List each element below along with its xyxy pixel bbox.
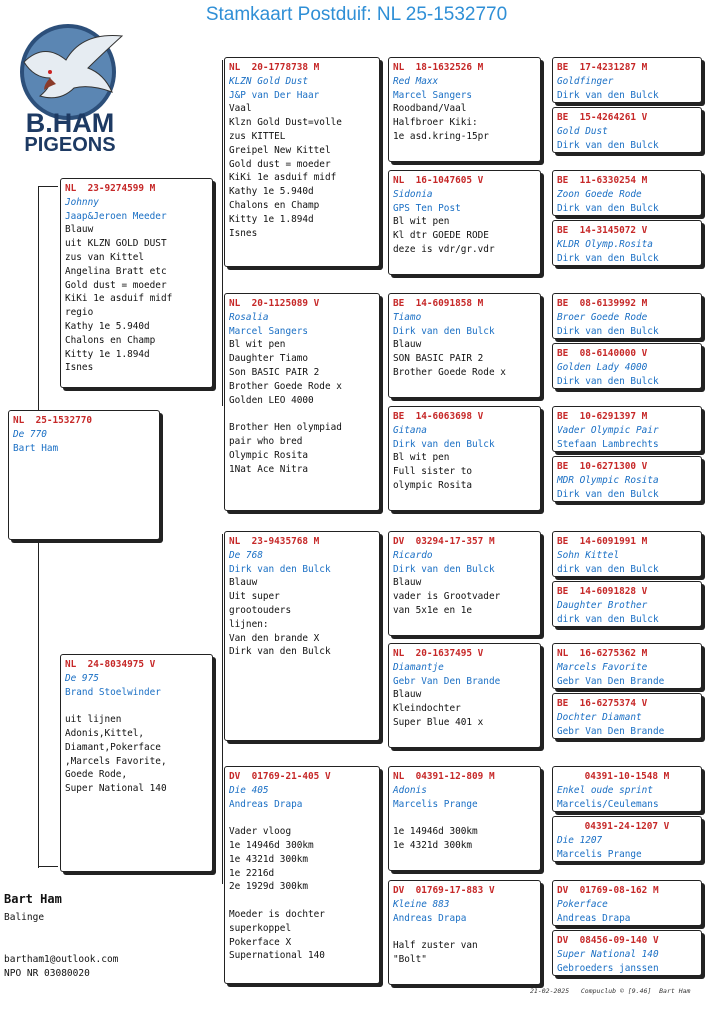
pigeon-name: Enkel oude sprint [557,784,653,796]
pigeon-card-mm[interactable] [224,766,380,984]
logo-text-pigeons: PIGEONS [24,134,116,156]
ring-number: NL 18-1632526 M [393,62,484,73]
breeder-name: Jaap&Jeroen Meeder [65,210,167,222]
pigeon-name: Johnny [65,196,99,208]
pigeon-notes: Blauw uit KLZN GOLD DUST zus van Kittel Angelina Bratt etc Gold dust = moeder KiKi 1e asduif midf regio Kathy 1e 5.940d Chalons en Champ Kitty 1e 1.894d Isnes [65,224,173,374]
breeder-name: Dirk van den Bulck [393,438,495,450]
pigeon-card-g1[interactable] [552,57,702,103]
ring-number: BE 08-6140000 V [557,348,648,359]
pigeon-name: Die 405 [229,784,269,796]
pigeon-name: Kleine 883 [393,898,450,910]
ring-number: BE 10-6291397 M [557,411,648,422]
breeder-name: J&P van Der Haar [229,89,320,101]
breeder-name: Gebr Van Den Brande [557,675,665,687]
page-title: Stamkaart Postduif: NL 25-1532770 [205,4,508,25]
owner-name: Bart Ham [4,892,62,906]
breeder-name: Gebroeders janssen [557,962,659,974]
breeder-name: Marcelis Prange [557,848,642,860]
logo-text-bham: B.HAM [25,108,115,138]
pigeon-notes: Blauw Uit super grootouders lijnen: Van den brande X Dirk van den Bulck [229,577,331,658]
ring-number: BE 14-3145072 V [557,225,648,236]
breeder-name: Marcelis/Ceulemans [557,798,659,810]
pigeon-card-g9[interactable] [552,531,702,577]
ring-number: NL 16-1047605 V [393,175,484,186]
pigeon-card-g8[interactable] [552,456,702,502]
ring-number: NL 20-1778738 M [229,62,320,73]
breeder-name: GPS Ten Post [393,202,461,214]
pigeon-card-g5[interactable] [552,293,702,339]
breeder-name: Bart Ham [13,442,59,454]
pigeon-card-g3[interactable] [552,170,702,216]
pigeon-card-mmf[interactable] [388,766,541,871]
pigeon-name: Tiamo [393,311,422,323]
breeder-name: Marcelis Prange [393,798,478,810]
pigeon-name: KLZN Gold Dust [229,75,309,87]
pigeon-card-fmm[interactable] [388,406,541,511]
pigeon-name: Ricardo [393,549,433,561]
breeder-name: dirk van den Bulck [557,613,659,625]
pigeon-card-g11[interactable] [552,643,702,689]
pigeon-notes: Blauw Kleindochter Super Blue 401 x [393,689,484,728]
pigeon-name: Broer Goede Rode [557,311,648,323]
pigeon-card-ffm[interactable] [388,170,541,275]
print-footer: 21-02-2025 Compuclub © [9.46] Bart Ham [530,987,691,995]
pigeon-name: Gold Dust [557,125,608,137]
pedigree-connector [222,60,223,406]
pigeon-name: MDR Olympic Rosita [557,474,659,486]
pigeon-card-ff[interactable] [224,57,380,267]
pigeon-name: Gitana [393,424,427,436]
pigeon-name: Sidonia [393,188,433,200]
pigeon-name: Diamantje [393,661,444,673]
pigeon-notes: Blauw vader is Grootvader van 5x1e en 1e [393,577,501,616]
pigeon-card-g4[interactable] [552,220,702,266]
pigeon-notes: Bl wit pen Daughter Tiamo Son BASIC PAIR 2 Brother Goede Rode x Golden LEO 4000 Brother Hen olympiad pair who bred Olympic Rosita 1Nat Ace Nitra [229,339,342,475]
breeder-name: Marcel Sangers [393,89,473,101]
pigeon-card-fmf[interactable] [388,293,541,398]
breeder-name: Andreas Drapa [393,912,467,924]
breeder-name: Brand Stoelwinder [65,686,161,698]
pigeon-card-g13[interactable] [552,766,702,812]
pigeon-card-mff[interactable] [388,531,541,636]
pigeon-card-fm[interactable] [224,293,380,511]
pigeon-notes: Blauw SON BASIC PAIR 2 Brother Goede Rode x [393,339,506,378]
pigeon-name: De 975 [65,672,99,684]
pigeon-name: Red Maxx [393,75,439,87]
breeder-name: Dirk van den Bulck [393,325,495,337]
pigeon-card-mf[interactable] [224,531,380,741]
ring-number: 04391-24-1207 V [584,821,670,832]
pigeon-name: Golden Lady 4000 [557,361,648,373]
pigeon-card-g16[interactable] [552,930,702,976]
ring-number: BE 14-6091828 V [557,586,648,597]
pigeon-card-subject[interactable] [8,410,160,540]
pigeon-name: Adonis [393,784,427,796]
breeder-name: Andreas Drapa [557,912,631,924]
pigeon-card-g14[interactable] [552,816,702,862]
breeder-name: Dirk van den Bulck [557,139,659,151]
pigeon-name: Vader Olympic Pair [557,424,659,436]
breeder-name: Dirk van den Bulck [557,252,659,264]
pigeon-card-g2[interactable] [552,107,702,153]
pigeon-card-g6[interactable] [552,343,702,389]
pigeon-card-g12[interactable] [552,693,702,739]
pigeon-name: KLDR Olymp.Rosita [557,238,653,250]
breeder-name: Dirk van den Bulck [557,202,659,214]
pigeon-name: Marcels Favorite [557,661,648,673]
ring-number: NL 23-9435768 M [229,536,320,547]
pigeon-name: Dochter Diamant [557,711,642,723]
ring-number: BE 17-4231287 M [557,62,648,73]
pigeon-card-fff[interactable] [388,57,541,162]
pigeon-name: De 768 [229,549,263,561]
pigeon-notes: Roodband/Vaal Halfbroer Kiki: 1e asd.kring-15pr [393,103,489,142]
pigeon-card-father[interactable] [60,178,213,388]
ring-number: NL 25-1532770 [13,415,93,426]
ring-number: BE 16-6275374 V [557,698,648,709]
pigeon-card-mfm[interactable] [388,643,541,748]
breeder-name: Dirk van den Bulck [557,375,659,387]
breeder-name: Marcel Sangers [229,325,309,337]
ring-number: NL 23-9274599 M [65,183,156,194]
pigeon-card-g15[interactable] [552,880,702,926]
pigeon-name: Die 1207 [557,834,603,846]
pigeon-name: Daughter Brother [557,599,648,611]
owner-city: Balinge [4,912,45,923]
pedigree-connector [38,186,58,187]
breeder-name: Gebr Van Den Brande [393,675,501,687]
ring-number: BE 14-6091858 M [393,298,484,309]
pigeon-name: Super National 140 [557,948,659,960]
owner-npo-number: NPO NR 03080020 [4,968,90,979]
ring-number: NL 24-8034975 V [65,659,156,670]
pigeon-notes: uit lijnen Adonis,Kittel, Diamant,Pokerface ,Marcels Favorite, Goede Rode, Super National 140 [65,714,167,795]
breeder-name: Dirk van den Bulck [557,325,659,337]
pigeon-notes: Bl wit pen Kl dtr GOEDE RODE deze is vdr/gr.vdr [393,216,495,255]
ring-number: DV 08456-09-140 V [557,935,659,946]
breeder-name: dirk van den Bulck [557,563,659,575]
owner-email[interactable]: bartham1@outlook.com [4,954,119,965]
ring-number: BE 15-4264261 V [557,112,648,123]
ring-number: BE 14-6091991 M [557,536,648,547]
pigeon-name: Rosalia [229,311,269,323]
ring-number: BE 08-6139992 M [557,298,648,309]
ring-number: NL 16-6275362 M [557,648,648,659]
breeder-name: Dirk van den Bulck [557,488,659,500]
breeder-name: Stefaan Lambrechts [557,438,659,450]
ring-number: DV 01769-17-883 V [393,885,495,896]
ring-number: NL 20-1125089 V [229,298,320,309]
pigeon-name: De 770 [13,428,47,440]
ring-number: NL 20-1637495 V [393,648,484,659]
ring-number: 04391-10-1548 M [584,771,670,782]
pigeon-notes: Bl wit pen Full sister to olympic Rosita [393,452,473,491]
pigeon-notes: Half zuster van "Bolt" [393,940,478,965]
pigeon-notes: Vaal Klzn Gold Dust=volle zus KITTEL Greipel New Kittel Gold dust = moeder KiKi 1e asduif midf Kathy 1e 5.940d Chalons en Champ Kitty 1e 1.894d Isnes [229,103,342,239]
pedigree-connector [38,866,58,867]
ring-number: DV 03294-17-357 M [393,536,495,547]
pigeon-name: Pokerface [557,898,608,910]
ring-number: BE 11-6330254 M [557,175,648,186]
pigeon-card-g7[interactable] [552,406,702,452]
breeder-name: Dirk van den Bulck [393,563,495,575]
pigeon-name: Goldfinger [557,75,614,87]
pigeon-notes: Vader vloog 1e 14946d 300km 1e 4321d 300km 1e 2216d 2e 1929d 300km Moeder is dochter superkoppel Pokerface X Supernational 140 [229,826,325,962]
pigeon-notes: 1e 14946d 300km 1e 4321d 300km [393,826,478,851]
pigeon-card-mmm[interactable] [388,880,541,985]
ring-number: BE 10-6271300 V [557,461,648,472]
ring-number: NL 04391-12-809 M [393,771,495,782]
ring-number: DV 01769-21-405 V [229,771,331,782]
pigeon-name: Zoon Goede Rode [557,188,642,200]
ring-number: BE 14-6063698 V [393,411,484,422]
pigeon-card-g10[interactable] [552,581,702,627]
pedigree-connector [222,534,223,884]
ring-number: DV 01769-08-162 M [557,885,659,896]
breeder-name: Dirk van den Bulck [229,563,331,575]
pigeon-name: Sohn Kittel [557,549,620,561]
breeder-name: Dirk van den Bulck [557,89,659,101]
breeder-name: Gebr Van Den Brande [557,725,665,737]
pigeon-card-mother[interactable] [60,654,213,872]
breeder-name: Andreas Drapa [229,798,303,810]
